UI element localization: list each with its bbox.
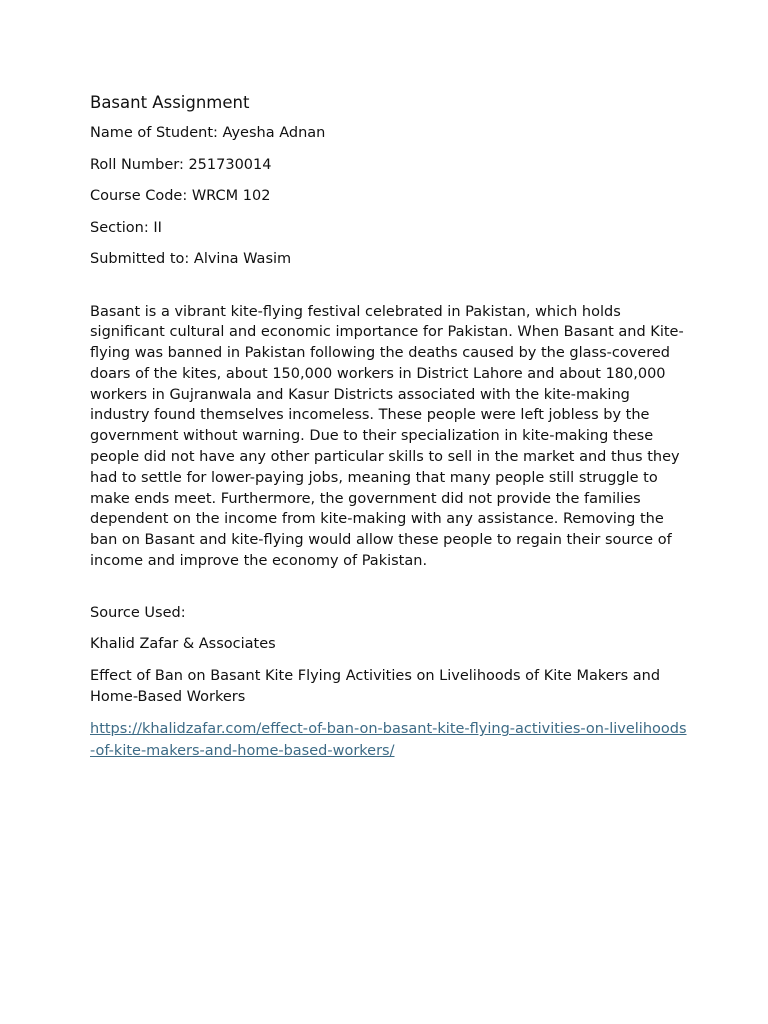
spacer (90, 572, 688, 603)
course-code-line: Course Code: WRCM 102 (90, 188, 271, 204)
source-author: Khalid Zafar & Associates (90, 636, 276, 653)
submitted-to-line: Submitted to: Alvina Wasim (90, 251, 292, 267)
spacer (90, 281, 688, 302)
student-name-line: Name of Student: Ayesha Adnan (90, 125, 326, 141)
source-link[interactable]: https://khalidzafar.com/effect-of-ban-on-basant-kite-flying-activities-on-livelihoods-of-kite-makers-and-home-based-workers/ (90, 721, 687, 760)
document-content (90, 91, 688, 762)
source-heading: Source Used: (90, 604, 186, 621)
roll-number-line: Roll Number: 251730014 (90, 156, 272, 173)
source-title: Effect of Ban on Basant Kite Flying Activities on Livelihoods of Kite Makers and Home-Based Workers (90, 667, 661, 705)
body-paragraph: Basant is a vibrant kite-flying festival celebrated in Pakistan, which holds significant cultural and economic importance for Pakistan. When Basant and Kite-flying was banned in Pakistan following the deaths caused by the glass-covered doars of the kites, about 150,000 workers in District Lahore and about 180,000 workers in Gujranwala and Kasur Districts associated with the kite-making industry found themselves incomeless. These people were left jobless by the government without warning. Due to their specialization in kite-making these people did not have any other particular skills to sell in the market and thus they had to settle for lower-paying jobs, meaning that many people still struggle to make ends meet. Furthermore, the government did not provide the families dependent on the income from kite-making with any assistance. Removing the ban on Basant and kite-flying would allow these people to regain their source of income and improve the economy of Pakistan. (90, 303, 684, 570)
document-title: Basant Assignment (90, 93, 250, 112)
section-line: Section: II (90, 219, 162, 236)
